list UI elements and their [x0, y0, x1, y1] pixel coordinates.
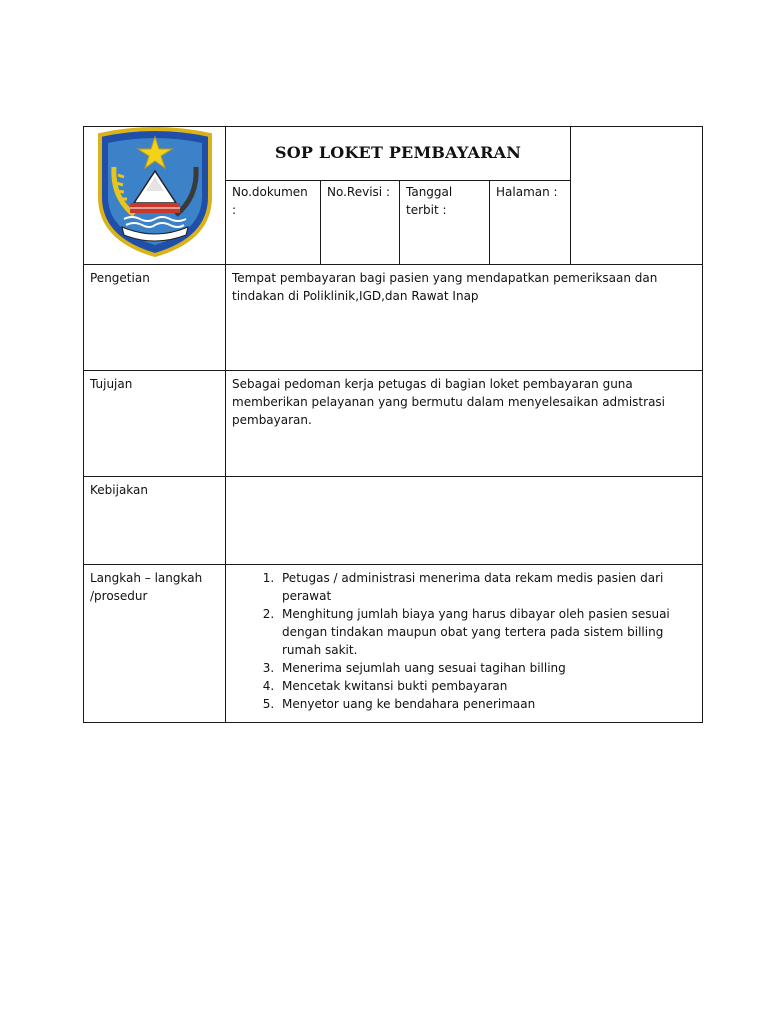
tujuan-label: Tujujan	[84, 371, 226, 477]
no-dokumen-cell: No.dokumen :	[226, 180, 321, 264]
langkah-label: Langkah – langkah /prosedur	[84, 565, 226, 723]
blank-header-cell	[571, 127, 703, 265]
no-revisi-cell: No.Revisi :	[321, 180, 400, 264]
logo-cell	[84, 127, 226, 265]
halaman-cell: Halaman :	[490, 180, 571, 264]
procedure-steps-list	[232, 569, 696, 713]
tanggal-terbit-cell: Tanggal terbit :	[400, 180, 490, 264]
tujuan-text: Sebagai pedoman kerja petugas di bagian loket pembayaran guna memberikan pelayanan yang bermutu dalam menyelesaikan admistrasi pembayaran.	[226, 371, 703, 477]
pengertian-text: Tempat pembayaran bagi pasien yang mendapatkan pemeriksaan dan tindakan di Poliklinik,IGD,dan Rawat Inap	[226, 265, 703, 371]
procedure-step: 4. Mencetak kwitansi bukti pembayaran	[278, 677, 696, 695]
sop-table	[83, 126, 703, 723]
kebijakan-label: Kebijakan	[84, 477, 226, 565]
pengertian-label: Pengetian	[84, 265, 226, 371]
procedure-step: 2. Menghitung jumlah biaya yang harus dibayar oleh pasien sesuai dengan tindakan maupun obat yang tertera pada sistem billing rumah sakit.	[278, 605, 696, 659]
procedure-step: 5. Menyetor uang ke bendahara penerimaan	[278, 695, 696, 713]
langkah-steps-cell	[226, 565, 703, 723]
kebijakan-text	[226, 477, 703, 565]
kabupaten-emblem-logo	[92, 127, 218, 259]
procedure-step: 3. Menerima sejumlah uang sesuai tagihan billing	[278, 659, 696, 677]
document-title: SOP LOKET PEMBAYARAN	[226, 127, 571, 181]
procedure-step: 1. Petugas / administrasi menerima data rekam medis pasien dari perawat	[278, 569, 696, 605]
